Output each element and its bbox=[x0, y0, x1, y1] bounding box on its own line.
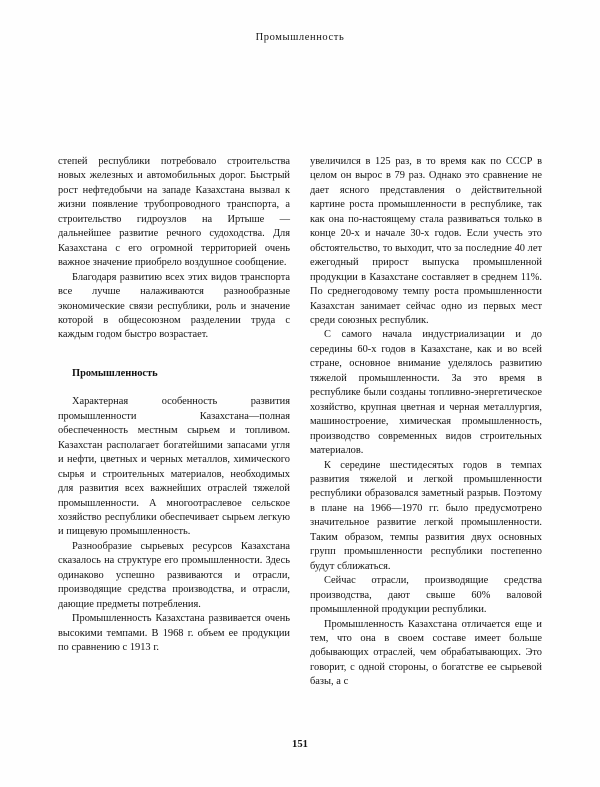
section-heading-industry: Промышленность bbox=[72, 367, 158, 379]
paragraph: Характерная особенность развития промышленности Казахстана—полная обеспеченность местным сырьем и топливом. Казахстан располагает богатейшими запасами угля и нефти, цветных и черных металлов, химического сырья и строительных материалов, необходимых для развития всех важнейших отраслей тяжелой промышленности. А многоотраслевое сельское хозяйство республики обеспечивает сырьем легкую и пищевую промышленность. bbox=[58, 396, 290, 538]
page-number: 151 bbox=[292, 739, 308, 750]
paragraph: Разнообразие сырьевых ресурсов Казахстана сказалось на структуре его промышленности. Здесь одинаково успешно развиваются и отрасли, производящие средства производства, и отрасли, дающие предметы потребления. bbox=[58, 540, 290, 610]
right-column bbox=[310, 155, 542, 720]
paragraph: Сейчас отрасли, производящие средства производства, дают свыше 60% валовой промышленной продукции республики. bbox=[310, 575, 542, 616]
paragraph: С самого начала индустриализации и до середины 60-х годов в Казахстане, как и во всей стране, основное внимание уделялось развитию тяжелой промышленности. За это время в республике были созданы топливно-энергетическое хозяйство, крупная цветная и черная металлургия, машиностроение, химическая промышленность, производство современных видов строительных материалов. bbox=[310, 329, 542, 457]
paragraph: Промышленность Казахстана развивается очень высокими темпами. В 1968 г. объем ее продукции по сравнению с 1913 г. bbox=[58, 613, 290, 654]
left-column bbox=[58, 155, 290, 720]
paragraph: степей республики потребовало строительства новых железных и автомобильных дорог. Быстрый рост нефтедобычи на западе Казахстана вызвал к жизни появление трубопроводного транспорта, а строительство гидроузлов на Иртыше — дальнейшее развитие речного судоходства. Для Казахстана с его огромной территорией очень важное значение приобрело воздушное сообщение. bbox=[58, 156, 290, 269]
heading-spacer-above bbox=[58, 343, 290, 367]
paragraph: Благодаря развитию всех этих видов транспорта все лучше налаживаются разнообразные экономические связи республики, роль и значение которой в общесоюзном разделении труда с каждым годом быстро возрастает. bbox=[58, 271, 290, 341]
two-column-text-body bbox=[58, 155, 542, 720]
paragraph: Промышленность Казахстана отличается еще и тем, что она в своем составе имеет больше добывающих отраслей, чем обрабатывающих. Это говорит, с одной стороны, о богатстве ее сырьевой базы, а с bbox=[310, 618, 542, 688]
running-head: Промышленность bbox=[255, 32, 345, 43]
paragraph: К середине шестидесятых годов в темпах развития тяжелой и легкой промышленности республики образовался заметный разрыв. Поэтому в плане на 1966—1970 гг. было предусмотрено значительное развитие легкой промышленности. Таким образом, темпы развития двух основных групп промышленности республики постепенно будут сближаться. bbox=[310, 459, 542, 572]
paragraph: увеличился в 125 раз, в то время как по СССР в целом он вырос в 79 раз. Однако это сравнение не дает ясного представления о действительной картине роста промышленности в республике, так как она по-настоящему стала развиваться только в конце 20-х и начале 30-х годов. Если учесть это обстоятельство, то выходит, что за последние 40 лет ежегодный прирост выпуска промышленной продукции в Казахстане составляет в среднем 11%. По среднегодовому темпу роста промышленности Казахстан занимает сейчас одно из первых мест среди союзных республик. bbox=[310, 156, 542, 326]
heading-spacer-below bbox=[58, 381, 290, 395]
